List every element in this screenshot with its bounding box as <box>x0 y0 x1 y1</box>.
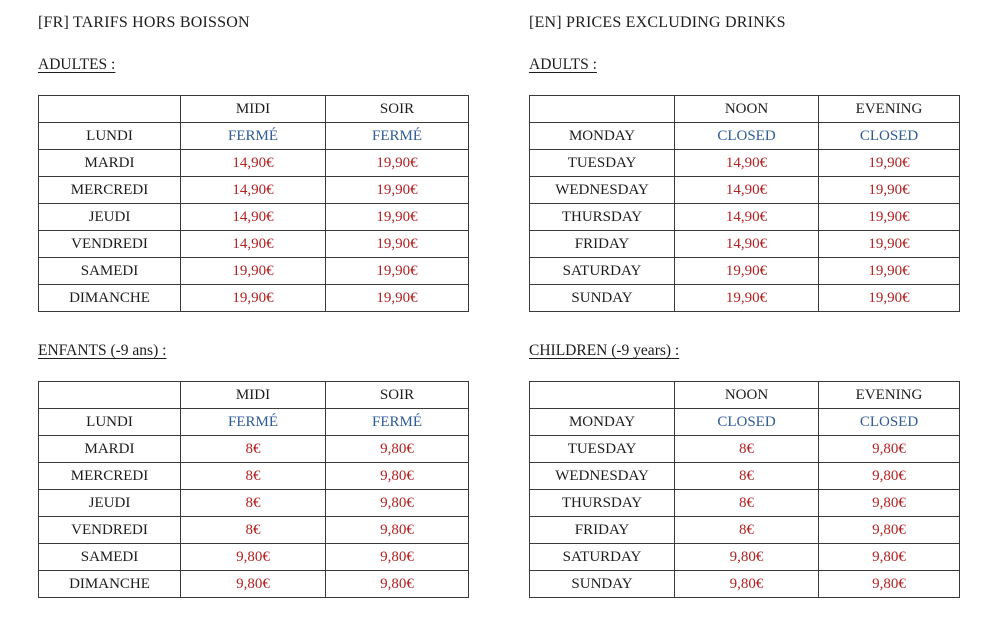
table-row <box>39 285 469 312</box>
table-row <box>39 436 469 463</box>
price-cell: 19,90€ <box>326 285 469 312</box>
day-cell: THURSDAY <box>530 490 675 517</box>
table-row <box>530 285 960 312</box>
day-cell: SAMEDI <box>39 258 181 285</box>
closed-cell: CLOSED <box>819 409 960 436</box>
corner-cell <box>530 96 675 123</box>
table-row <box>39 571 469 598</box>
en-adults-heading: ADULTS : <box>529 56 597 73</box>
day-cell: MONDAY <box>530 409 675 436</box>
day-cell: LUNDI <box>39 123 181 150</box>
day-cell: MARDI <box>39 436 181 463</box>
day-cell: DIMANCHE <box>39 571 181 598</box>
day-cell: MERCREDI <box>39 177 181 204</box>
day-cell: SATURDAY <box>530 258 675 285</box>
table-row <box>530 231 960 258</box>
closed-cell: CLOSED <box>819 123 960 150</box>
en-children-heading: CHILDREN (-9 years) : <box>529 342 680 359</box>
price-cell: 9,80€ <box>181 544 326 571</box>
table-row <box>39 150 469 177</box>
price-cell: 9,80€ <box>326 571 469 598</box>
price-cell: 14,90€ <box>675 231 819 258</box>
price-cell: 19,90€ <box>326 150 469 177</box>
table-row <box>39 544 469 571</box>
price-cell: 9,80€ <box>326 544 469 571</box>
table-row <box>39 490 469 517</box>
price-cell: 9,80€ <box>675 571 819 598</box>
price-cell: 9,80€ <box>819 571 960 598</box>
day-cell: LUNDI <box>39 409 181 436</box>
price-cell: 14,90€ <box>181 204 326 231</box>
price-cell: 9,80€ <box>819 544 960 571</box>
price-cell: 9,80€ <box>819 517 960 544</box>
price-cell: 14,90€ <box>181 150 326 177</box>
price-cell: 9,80€ <box>181 571 326 598</box>
en-children-table <box>529 381 960 598</box>
fr-adults-heading: ADULTES : <box>38 56 116 73</box>
price-cell: 9,80€ <box>326 517 469 544</box>
fr-children-table <box>38 381 469 598</box>
table-row <box>530 123 960 150</box>
en-title: [EN] PRICES EXCLUDING DRINKS <box>529 14 786 31</box>
day-cell: FRIDAY <box>530 517 675 544</box>
column-header: MIDI <box>181 382 326 409</box>
day-cell: WEDNESDAY <box>530 463 675 490</box>
day-cell: SATURDAY <box>530 544 675 571</box>
corner-cell <box>39 382 181 409</box>
day-cell: THURSDAY <box>530 204 675 231</box>
column-header: EVENING <box>819 382 960 409</box>
price-cell: 8€ <box>181 436 326 463</box>
closed-cell: CLOSED <box>675 123 819 150</box>
price-cell: 19,90€ <box>819 204 960 231</box>
price-cell: 19,90€ <box>675 258 819 285</box>
day-cell: MARDI <box>39 150 181 177</box>
table-row <box>530 204 960 231</box>
price-cell: 14,90€ <box>675 150 819 177</box>
table-row <box>530 258 960 285</box>
table-row <box>530 463 960 490</box>
price-cell: 8€ <box>675 436 819 463</box>
day-cell: SUNDAY <box>530 571 675 598</box>
header-row <box>530 96 960 123</box>
price-cell: 19,90€ <box>181 258 326 285</box>
day-cell: SAMEDI <box>39 544 181 571</box>
day-cell: TUESDAY <box>530 150 675 177</box>
table-row <box>39 517 469 544</box>
fr-title: [FR] TARIFS HORS BOISSON <box>38 14 250 31</box>
price-cell: 9,80€ <box>326 490 469 517</box>
corner-cell <box>39 96 181 123</box>
price-cell: 19,90€ <box>326 258 469 285</box>
day-cell: VENDREDI <box>39 231 181 258</box>
corner-cell <box>530 382 675 409</box>
price-cell: 19,90€ <box>819 150 960 177</box>
closed-cell: FERMÉ <box>181 123 326 150</box>
closed-cell: FERMÉ <box>181 409 326 436</box>
price-cell: 14,90€ <box>181 177 326 204</box>
table-row <box>39 258 469 285</box>
price-cell: 19,90€ <box>181 285 326 312</box>
price-cell: 8€ <box>675 517 819 544</box>
table-row <box>39 177 469 204</box>
table-row <box>530 517 960 544</box>
table-row <box>530 177 960 204</box>
column-header: MIDI <box>181 96 326 123</box>
column-header: NOON <box>675 382 819 409</box>
day-cell: TUESDAY <box>530 436 675 463</box>
column-header: NOON <box>675 96 819 123</box>
column-header: SOIR <box>326 96 469 123</box>
price-cell: 19,90€ <box>819 258 960 285</box>
header-row <box>39 382 469 409</box>
column-header: EVENING <box>819 96 960 123</box>
price-cell: 8€ <box>181 463 326 490</box>
fr-adults-table <box>38 95 469 312</box>
price-cell: 8€ <box>675 490 819 517</box>
price-cell: 14,90€ <box>675 204 819 231</box>
en-adults-table <box>529 95 960 312</box>
french-column <box>38 0 468 639</box>
price-cell: 8€ <box>181 490 326 517</box>
day-cell: FRIDAY <box>530 231 675 258</box>
table-row <box>530 571 960 598</box>
table-row <box>39 123 469 150</box>
table-row <box>530 490 960 517</box>
english-column <box>529 0 959 639</box>
price-cell: 8€ <box>675 463 819 490</box>
price-cell: 9,80€ <box>819 436 960 463</box>
price-cell: 14,90€ <box>675 177 819 204</box>
day-cell: SUNDAY <box>530 285 675 312</box>
price-cell: 14,90€ <box>181 231 326 258</box>
table-row <box>39 231 469 258</box>
price-cell: 19,90€ <box>819 285 960 312</box>
closed-cell: FERMÉ <box>326 123 469 150</box>
header-row <box>39 96 469 123</box>
day-cell: MONDAY <box>530 123 675 150</box>
closed-cell: FERMÉ <box>326 409 469 436</box>
price-cell: 9,80€ <box>326 436 469 463</box>
column-header: SOIR <box>326 382 469 409</box>
day-cell: WEDNESDAY <box>530 177 675 204</box>
day-cell: VENDREDI <box>39 517 181 544</box>
price-cell: 19,90€ <box>819 177 960 204</box>
table-row <box>39 463 469 490</box>
closed-cell: CLOSED <box>675 409 819 436</box>
price-cell: 19,90€ <box>326 177 469 204</box>
price-cell: 19,90€ <box>819 231 960 258</box>
day-cell: JEUDI <box>39 490 181 517</box>
table-row <box>39 204 469 231</box>
price-cell: 19,90€ <box>326 231 469 258</box>
table-row <box>530 150 960 177</box>
day-cell: DIMANCHE <box>39 285 181 312</box>
header-row <box>530 382 960 409</box>
table-row <box>39 409 469 436</box>
price-cell: 8€ <box>181 517 326 544</box>
table-row <box>530 544 960 571</box>
table-row <box>530 409 960 436</box>
price-cell: 19,90€ <box>326 204 469 231</box>
price-cell: 9,80€ <box>819 490 960 517</box>
price-cell: 19,90€ <box>675 285 819 312</box>
price-cell: 9,80€ <box>675 544 819 571</box>
table-row <box>530 436 960 463</box>
price-cell: 9,80€ <box>326 463 469 490</box>
day-cell: JEUDI <box>39 204 181 231</box>
fr-children-heading: ENFANTS (-9 ans) : <box>38 342 167 359</box>
day-cell: MERCREDI <box>39 463 181 490</box>
price-cell: 9,80€ <box>819 463 960 490</box>
